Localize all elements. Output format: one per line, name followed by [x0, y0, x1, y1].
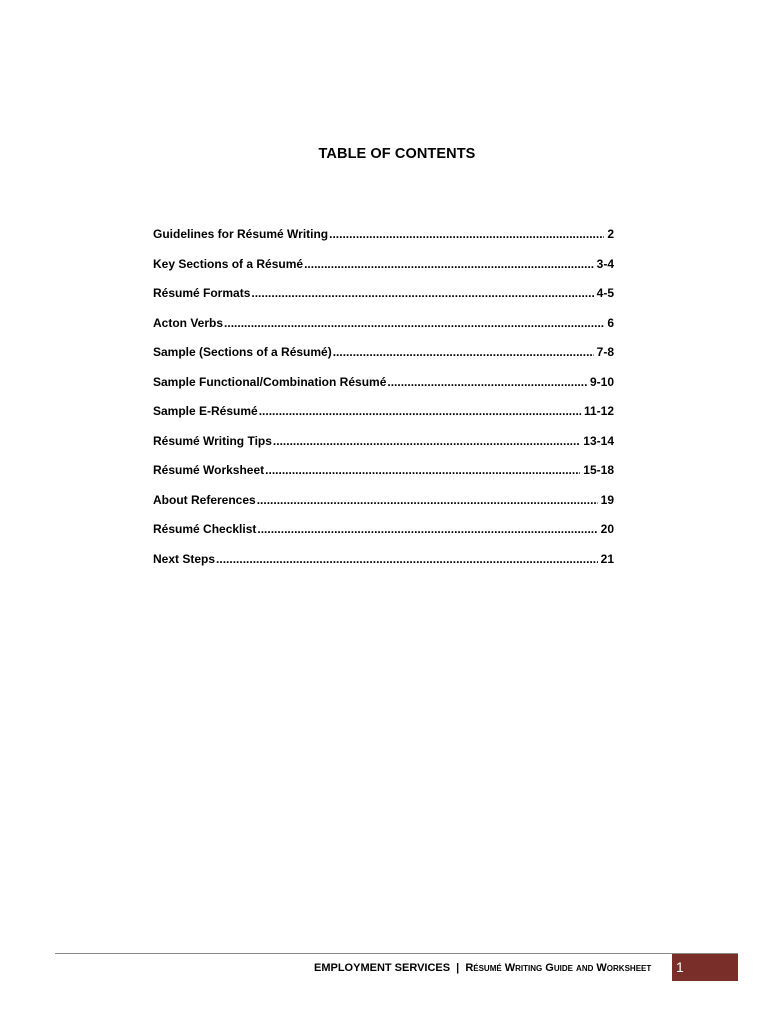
toc-entry-label: Sample Functional/Combination Résumé — [153, 374, 387, 389]
toc-entry-worksheet[interactable] — [153, 461, 614, 491]
toc-leader-dots — [387, 373, 587, 391]
toc-entry-formats[interactable] — [153, 284, 614, 314]
toc-entry-label: Key Sections of a Résumé — [153, 256, 304, 271]
toc-entry-page: 13-14 — [583, 433, 614, 448]
toc-entry-sample-e-resume[interactable] — [153, 402, 614, 432]
toc-entry-key-sections[interactable] — [153, 255, 614, 285]
toc-leader-dots — [265, 461, 580, 479]
toc-entry-page: 2 — [607, 227, 614, 241]
toc-entry-references[interactable] — [153, 491, 614, 521]
toc-entry-label: Résumé Formats — [153, 286, 251, 300]
toc-entry-checklist[interactable] — [153, 520, 614, 550]
table-of-contents — [153, 225, 614, 579]
toc-entry-label: Acton Verbs — [153, 315, 224, 330]
footer-divider — [55, 953, 738, 954]
page-footer — [314, 961, 651, 975]
toc-entry-page: 20 — [600, 522, 614, 536]
toc-leader-dots — [329, 225, 604, 243]
toc-entry-writing-tips[interactable] — [153, 432, 614, 462]
toc-entry-page: 21 — [600, 551, 614, 566]
toc-entry-page: 7-8 — [596, 345, 614, 359]
toc-entry-page: 11-12 — [583, 404, 614, 418]
toc-leader-dots — [259, 402, 581, 420]
toc-entry-label: Next Steps — [153, 551, 216, 566]
toc-entry-action-verbs[interactable] — [153, 314, 614, 344]
page-number: 1 — [676, 959, 684, 975]
toc-entry-sample-sections[interactable] — [153, 343, 614, 373]
toc-entry-page: 4-5 — [596, 286, 614, 300]
toc-entry-label: Résumé Checklist — [153, 522, 257, 536]
toc-entry-page: 9-10 — [589, 374, 614, 389]
toc-entry-guidelines[interactable] — [153, 225, 614, 255]
toc-entry-label: Sample (Sections of a Résumé) — [153, 345, 332, 359]
toc-entry-label: Résumé Worksheet — [153, 463, 265, 477]
toc-entry-next-steps[interactable] — [153, 550, 614, 580]
toc-entry-label: About References — [153, 492, 256, 507]
footer-separator: | — [456, 962, 460, 974]
toc-leader-dots — [257, 491, 598, 509]
toc-entry-label: Résumé Writing Tips — [153, 433, 272, 448]
toc-leader-dots — [257, 520, 597, 538]
toc-leader-dots — [224, 314, 604, 332]
toc-entry-label: Sample E-Résumé — [153, 404, 258, 418]
toc-entry-sample-functional[interactable] — [153, 373, 614, 403]
footer-guide-title: Résumé Writing Guide and Worksheet — [465, 962, 652, 974]
toc-entry-label: Guidelines for Résumé Writing — [153, 227, 329, 241]
toc-entry-page: 6 — [607, 315, 614, 330]
toc-leader-dots — [216, 550, 598, 568]
toc-entry-page: 15-18 — [583, 463, 614, 477]
toc-leader-dots — [273, 432, 580, 450]
page-title: TABLE OF CONTENTS — [318, 146, 476, 162]
toc-leader-dots — [304, 255, 594, 273]
toc-leader-dots — [333, 343, 594, 361]
page-number-box — [672, 954, 738, 981]
toc-entry-page: 3-4 — [596, 256, 614, 271]
toc-leader-dots — [251, 284, 593, 302]
footer-org-name: EMPLOYMENT SERVICES — [314, 962, 451, 974]
toc-entry-page: 19 — [600, 492, 614, 507]
